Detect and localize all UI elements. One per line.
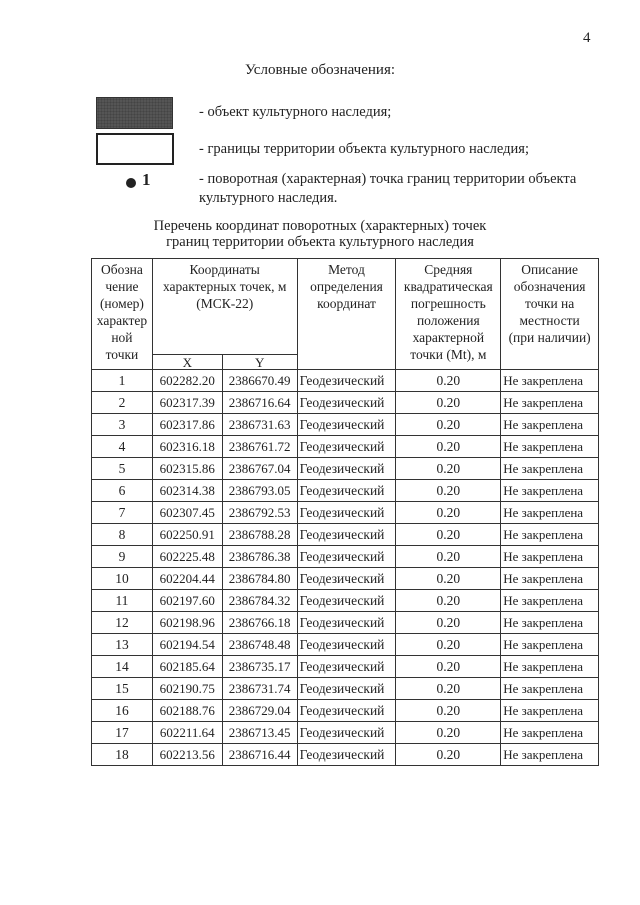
legend-item-text bbox=[199, 170, 576, 208]
x-coordinate-cell: 602197.60 bbox=[152, 590, 222, 612]
x-coordinate-cell: 602282.20 bbox=[152, 370, 222, 392]
method-cell: Геодезический bbox=[297, 502, 396, 524]
error-cell: 0.20 bbox=[396, 744, 501, 766]
table-row bbox=[92, 590, 599, 612]
error-cell: 0.20 bbox=[396, 590, 501, 612]
point-number-cell: 13 bbox=[92, 634, 153, 656]
method-cell: Геодезический bbox=[297, 436, 396, 458]
error-cell: 0.20 bbox=[396, 458, 501, 480]
description-cell: Не закреплена bbox=[501, 546, 599, 568]
description-cell: Не закреплена bbox=[501, 480, 599, 502]
method-cell: Геодезический bbox=[297, 590, 396, 612]
caption-line2: границ территории объекта культурного наследия bbox=[166, 234, 474, 250]
legend-text-line2: культурного наследия. bbox=[199, 190, 338, 206]
y-coordinate-cell: 2386792.53 bbox=[222, 502, 297, 524]
error-cell: 0.20 bbox=[396, 436, 501, 458]
outline-rectangle-swatch-icon bbox=[96, 133, 174, 165]
x-coordinate-cell: 602314.38 bbox=[152, 480, 222, 502]
point-number-cell: 9 bbox=[92, 546, 153, 568]
point-number-cell: 12 bbox=[92, 612, 153, 634]
description-cell: Не закреплена bbox=[501, 568, 599, 590]
y-coordinate-cell: 2386731.74 bbox=[222, 678, 297, 700]
error-cell: 0.20 bbox=[396, 392, 501, 414]
table-row bbox=[92, 480, 599, 502]
x-coordinate-cell: 602316.18 bbox=[152, 436, 222, 458]
description-cell: Не закреплена bbox=[501, 656, 599, 678]
point-number-cell: 7 bbox=[92, 502, 153, 524]
description-cell: Не закреплена bbox=[501, 612, 599, 634]
x-coordinate-cell: 602307.45 bbox=[152, 502, 222, 524]
error-cell: 0.20 bbox=[396, 722, 501, 744]
method-cell: Геодезический bbox=[297, 392, 396, 414]
y-coordinate-cell: 2386729.04 bbox=[222, 700, 297, 722]
point-number-cell: 14 bbox=[92, 656, 153, 678]
description-cell: Не закреплена bbox=[501, 678, 599, 700]
error-cell: 0.20 bbox=[396, 502, 501, 524]
error-cell: 0.20 bbox=[396, 370, 501, 392]
table-row bbox=[92, 370, 599, 392]
x-coordinate-cell: 602198.96 bbox=[152, 612, 222, 634]
error-cell: 0.20 bbox=[396, 414, 501, 436]
header-description: Описание обозначения точки на местности (при наличии) bbox=[501, 259, 599, 370]
y-coordinate-cell: 2386670.49 bbox=[222, 370, 297, 392]
description-cell: Не закреплена bbox=[501, 590, 599, 612]
error-cell: 0.20 bbox=[396, 700, 501, 722]
caption-line1: Перечень координат поворотных (характерных) точек bbox=[153, 218, 487, 234]
point-number-cell: 8 bbox=[92, 524, 153, 546]
point-number-cell: 17 bbox=[92, 722, 153, 744]
table-row bbox=[92, 436, 599, 458]
error-cell: 0.20 bbox=[396, 678, 501, 700]
header-error: Средняя квадратическая погрешность положения характерной точки (Mt), м bbox=[396, 259, 501, 370]
method-cell: Геодезический bbox=[297, 722, 396, 744]
legend-item-turning-point bbox=[96, 170, 616, 210]
x-coordinate-cell: 602190.75 bbox=[152, 678, 222, 700]
y-coordinate-cell: 2386748.48 bbox=[222, 634, 297, 656]
point-number-cell: 10 bbox=[92, 568, 153, 590]
error-cell: 0.20 bbox=[396, 480, 501, 502]
table-row bbox=[92, 722, 599, 744]
method-cell: Геодезический bbox=[297, 370, 396, 392]
header-method: Метод определения координат bbox=[297, 259, 396, 370]
description-cell: Не закреплена bbox=[501, 414, 599, 436]
header-x: X bbox=[152, 355, 222, 370]
table-row bbox=[92, 634, 599, 656]
legend-item-territory-boundary bbox=[96, 133, 616, 165]
table-row bbox=[92, 656, 599, 678]
method-cell: Геодезический bbox=[297, 700, 396, 722]
x-coordinate-cell: 602317.39 bbox=[152, 392, 222, 414]
description-cell: Не закреплена bbox=[501, 722, 599, 744]
description-cell: Не закреплена bbox=[501, 524, 599, 546]
y-coordinate-cell: 2386784.32 bbox=[222, 590, 297, 612]
header-number: Обозна чение (номер) характер ной точки bbox=[92, 259, 153, 370]
point-dot-icon bbox=[126, 178, 136, 188]
table-row bbox=[92, 414, 599, 436]
description-cell: Не закреплена bbox=[501, 370, 599, 392]
legend-item-text: - границы территории объекта культурного наследия; bbox=[199, 141, 529, 157]
description-cell: Не закреплена bbox=[501, 392, 599, 414]
table-row bbox=[92, 546, 599, 568]
point-number-cell: 18 bbox=[92, 744, 153, 766]
header-coordinates: Координаты характерных точек, м (МСК-22) bbox=[152, 259, 297, 355]
x-coordinate-cell: 602211.64 bbox=[152, 722, 222, 744]
method-cell: Геодезический bbox=[297, 656, 396, 678]
coordinates-table bbox=[91, 258, 599, 766]
table-row bbox=[92, 700, 599, 722]
table-caption bbox=[0, 218, 640, 250]
legend-text-line1: - поворотная (характерная) точка границ территории объекта bbox=[199, 171, 577, 187]
point-number-cell: 3 bbox=[92, 414, 153, 436]
error-cell: 0.20 bbox=[396, 524, 501, 546]
description-cell: Не закреплена bbox=[501, 700, 599, 722]
point-number-cell: 1 bbox=[92, 370, 153, 392]
error-cell: 0.20 bbox=[396, 568, 501, 590]
table-row bbox=[92, 502, 599, 524]
x-coordinate-cell: 602317.86 bbox=[152, 414, 222, 436]
point-number-cell: 15 bbox=[92, 678, 153, 700]
y-coordinate-cell: 2386731.63 bbox=[222, 414, 297, 436]
point-number-cell: 2 bbox=[92, 392, 153, 414]
y-coordinate-cell: 2386716.64 bbox=[222, 392, 297, 414]
method-cell: Геодезический bbox=[297, 678, 396, 700]
description-cell: Не закреплена bbox=[501, 502, 599, 524]
x-coordinate-cell: 602204.44 bbox=[152, 568, 222, 590]
point-number-cell: 16 bbox=[92, 700, 153, 722]
page-number: 4 bbox=[583, 30, 591, 46]
table-row bbox=[92, 744, 599, 766]
table-row bbox=[92, 612, 599, 634]
point-number-cell: 4 bbox=[92, 436, 153, 458]
x-coordinate-cell: 602194.54 bbox=[152, 634, 222, 656]
y-coordinate-cell: 2386767.04 bbox=[222, 458, 297, 480]
error-cell: 0.20 bbox=[396, 612, 501, 634]
legend-item-heritage-object bbox=[96, 97, 616, 129]
method-cell: Геодезический bbox=[297, 568, 396, 590]
method-cell: Геодезический bbox=[297, 612, 396, 634]
method-cell: Геодезический bbox=[297, 480, 396, 502]
method-cell: Геодезический bbox=[297, 414, 396, 436]
point-number-cell: 5 bbox=[92, 458, 153, 480]
method-cell: Геодезический bbox=[297, 546, 396, 568]
description-cell: Не закреплена bbox=[501, 458, 599, 480]
y-coordinate-cell: 2386716.44 bbox=[222, 744, 297, 766]
legend-title: Условные обозначения: bbox=[244, 62, 396, 78]
description-cell: Не закреплена bbox=[501, 634, 599, 656]
y-coordinate-cell: 2386735.17 bbox=[222, 656, 297, 678]
x-coordinate-cell: 602225.48 bbox=[152, 546, 222, 568]
filled-area-swatch-icon bbox=[96, 97, 173, 129]
point-symbol-label: 1 bbox=[142, 170, 151, 189]
table-row bbox=[92, 392, 599, 414]
x-coordinate-cell: 602315.86 bbox=[152, 458, 222, 480]
method-cell: Геодезический bbox=[297, 458, 396, 480]
y-coordinate-cell: 2386766.18 bbox=[222, 612, 297, 634]
table-row bbox=[92, 524, 599, 546]
error-cell: 0.20 bbox=[396, 656, 501, 678]
table-row bbox=[92, 458, 599, 480]
y-coordinate-cell: 2386761.72 bbox=[222, 436, 297, 458]
x-coordinate-cell: 602250.91 bbox=[152, 524, 222, 546]
table-row bbox=[92, 568, 599, 590]
error-cell: 0.20 bbox=[396, 634, 501, 656]
method-cell: Геодезический bbox=[297, 744, 396, 766]
error-cell: 0.20 bbox=[396, 546, 501, 568]
y-coordinate-cell: 2386786.38 bbox=[222, 546, 297, 568]
description-cell: Не закреплена bbox=[501, 744, 599, 766]
method-cell: Геодезический bbox=[297, 634, 396, 656]
header-y: Y bbox=[222, 355, 297, 370]
x-coordinate-cell: 602185.64 bbox=[152, 656, 222, 678]
table-row bbox=[92, 678, 599, 700]
y-coordinate-cell: 2386788.28 bbox=[222, 524, 297, 546]
x-coordinate-cell: 602188.76 bbox=[152, 700, 222, 722]
y-coordinate-cell: 2386793.05 bbox=[222, 480, 297, 502]
description-cell: Не закреплена bbox=[501, 436, 599, 458]
y-coordinate-cell: 2386784.80 bbox=[222, 568, 297, 590]
legend-item-text: - объект культурного наследия; bbox=[199, 104, 392, 120]
method-cell: Геодезический bbox=[297, 524, 396, 546]
point-number-cell: 6 bbox=[92, 480, 153, 502]
y-coordinate-cell: 2386713.45 bbox=[222, 722, 297, 744]
x-coordinate-cell: 602213.56 bbox=[152, 744, 222, 766]
point-number-cell: 11 bbox=[92, 590, 153, 612]
